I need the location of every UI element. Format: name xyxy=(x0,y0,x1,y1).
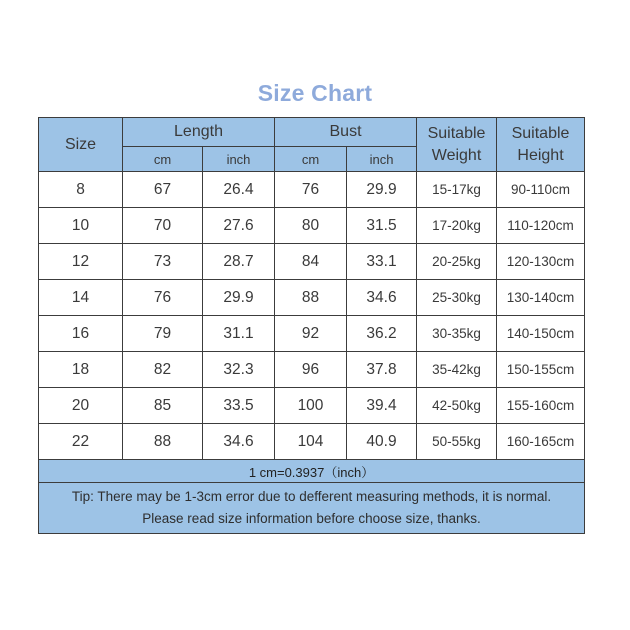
header-suitable-weight-line2: Weight xyxy=(431,146,482,164)
cell-height: 160-165cm xyxy=(497,424,585,460)
cell-size: 16 xyxy=(39,316,123,352)
tip-line-1: Tip: There may be 1-3cm error due to defferent measuring methods, it is normal. xyxy=(71,489,552,504)
page-title: Size Chart xyxy=(257,80,373,106)
cell-length-cm: 88 xyxy=(123,424,203,460)
header-bust: Bust xyxy=(275,118,417,147)
cell-length-cm: 82 xyxy=(123,352,203,388)
tip-line-2: Please read size information before choose size, thanks. xyxy=(142,511,481,526)
cell-weight: 17-20kg xyxy=(417,208,497,244)
cell-size: 8 xyxy=(39,172,123,208)
table-row xyxy=(39,316,585,352)
cell-bust-inch: 29.9 xyxy=(347,172,417,208)
cell-height: 130-140cm xyxy=(497,280,585,316)
cell-size: 10 xyxy=(39,208,123,244)
header-suitable-weight-line1: Suitable xyxy=(427,124,486,142)
cell-length-inch: 27.6 xyxy=(203,208,275,244)
cell-length-inch: 34.6 xyxy=(203,424,275,460)
header-bust-inch: inch xyxy=(347,147,417,172)
cell-size: 22 xyxy=(39,424,123,460)
cell-length-inch: 28.7 xyxy=(203,244,275,280)
cell-bust-cm: 104 xyxy=(275,424,347,460)
cell-height: 120-130cm xyxy=(497,244,585,280)
cell-size: 20 xyxy=(39,388,123,424)
table-row xyxy=(39,352,585,388)
cell-length-cm: 85 xyxy=(123,388,203,424)
cell-bust-inch: 40.9 xyxy=(347,424,417,460)
cell-bust-cm: 84 xyxy=(275,244,347,280)
cell-bust-inch: 31.5 xyxy=(347,208,417,244)
cell-weight: 30-35kg xyxy=(417,316,497,352)
cell-length-inch: 29.9 xyxy=(203,280,275,316)
table-row xyxy=(39,424,585,460)
cell-bust-cm: 76 xyxy=(275,172,347,208)
cell-bust-inch: 36.2 xyxy=(347,316,417,352)
cell-weight: 25-30kg xyxy=(417,280,497,316)
cell-bust-cm: 96 xyxy=(275,352,347,388)
cell-length-inch: 31.1 xyxy=(203,316,275,352)
conversion-note: 1 cm=0.3937（inch） xyxy=(39,460,585,483)
cell-weight: 20-25kg xyxy=(417,244,497,280)
cell-length-cm: 79 xyxy=(123,316,203,352)
cell-height: 110-120cm xyxy=(497,208,585,244)
cell-height: 90-110cm xyxy=(497,172,585,208)
header-length-inch: inch xyxy=(203,147,275,172)
header-suitable-weight xyxy=(417,118,497,172)
cell-size: 12 xyxy=(39,244,123,280)
cell-weight: 42-50kg xyxy=(417,388,497,424)
header-suitable-height-line2: Height xyxy=(517,146,564,164)
cell-bust-inch: 39.4 xyxy=(347,388,417,424)
header-suitable-height-line1: Suitable xyxy=(511,124,570,142)
cell-height: 155-160cm xyxy=(497,388,585,424)
cell-bust-cm: 92 xyxy=(275,316,347,352)
cell-bust-inch: 33.1 xyxy=(347,244,417,280)
cell-height: 140-150cm xyxy=(497,316,585,352)
cell-length-inch: 26.4 xyxy=(203,172,275,208)
cell-length-cm: 76 xyxy=(123,280,203,316)
table-row xyxy=(39,280,585,316)
cell-bust-cm: 80 xyxy=(275,208,347,244)
tip-note xyxy=(39,483,585,534)
cell-weight: 50-55kg xyxy=(417,424,497,460)
cell-height: 150-155cm xyxy=(497,352,585,388)
table-row xyxy=(39,244,585,280)
cell-bust-inch: 37.8 xyxy=(347,352,417,388)
cell-size: 18 xyxy=(39,352,123,388)
size-chart-table xyxy=(38,117,585,534)
header-bust-cm: cm xyxy=(275,147,347,172)
cell-length-cm: 70 xyxy=(123,208,203,244)
table-row xyxy=(39,172,585,208)
table-row xyxy=(39,208,585,244)
cell-weight: 15-17kg xyxy=(417,172,497,208)
cell-length-inch: 32.3 xyxy=(203,352,275,388)
cell-length-cm: 67 xyxy=(123,172,203,208)
cell-length-cm: 73 xyxy=(123,244,203,280)
header-suitable-height xyxy=(497,118,585,172)
header-length-cm: cm xyxy=(123,147,203,172)
cell-weight: 35-42kg xyxy=(417,352,497,388)
header-length: Length xyxy=(123,118,275,147)
cell-length-inch: 33.5 xyxy=(203,388,275,424)
cell-bust-inch: 34.6 xyxy=(347,280,417,316)
cell-bust-cm: 88 xyxy=(275,280,347,316)
cell-bust-cm: 100 xyxy=(275,388,347,424)
header-size: Size xyxy=(39,118,123,172)
cell-size: 14 xyxy=(39,280,123,316)
table-row xyxy=(39,388,585,424)
